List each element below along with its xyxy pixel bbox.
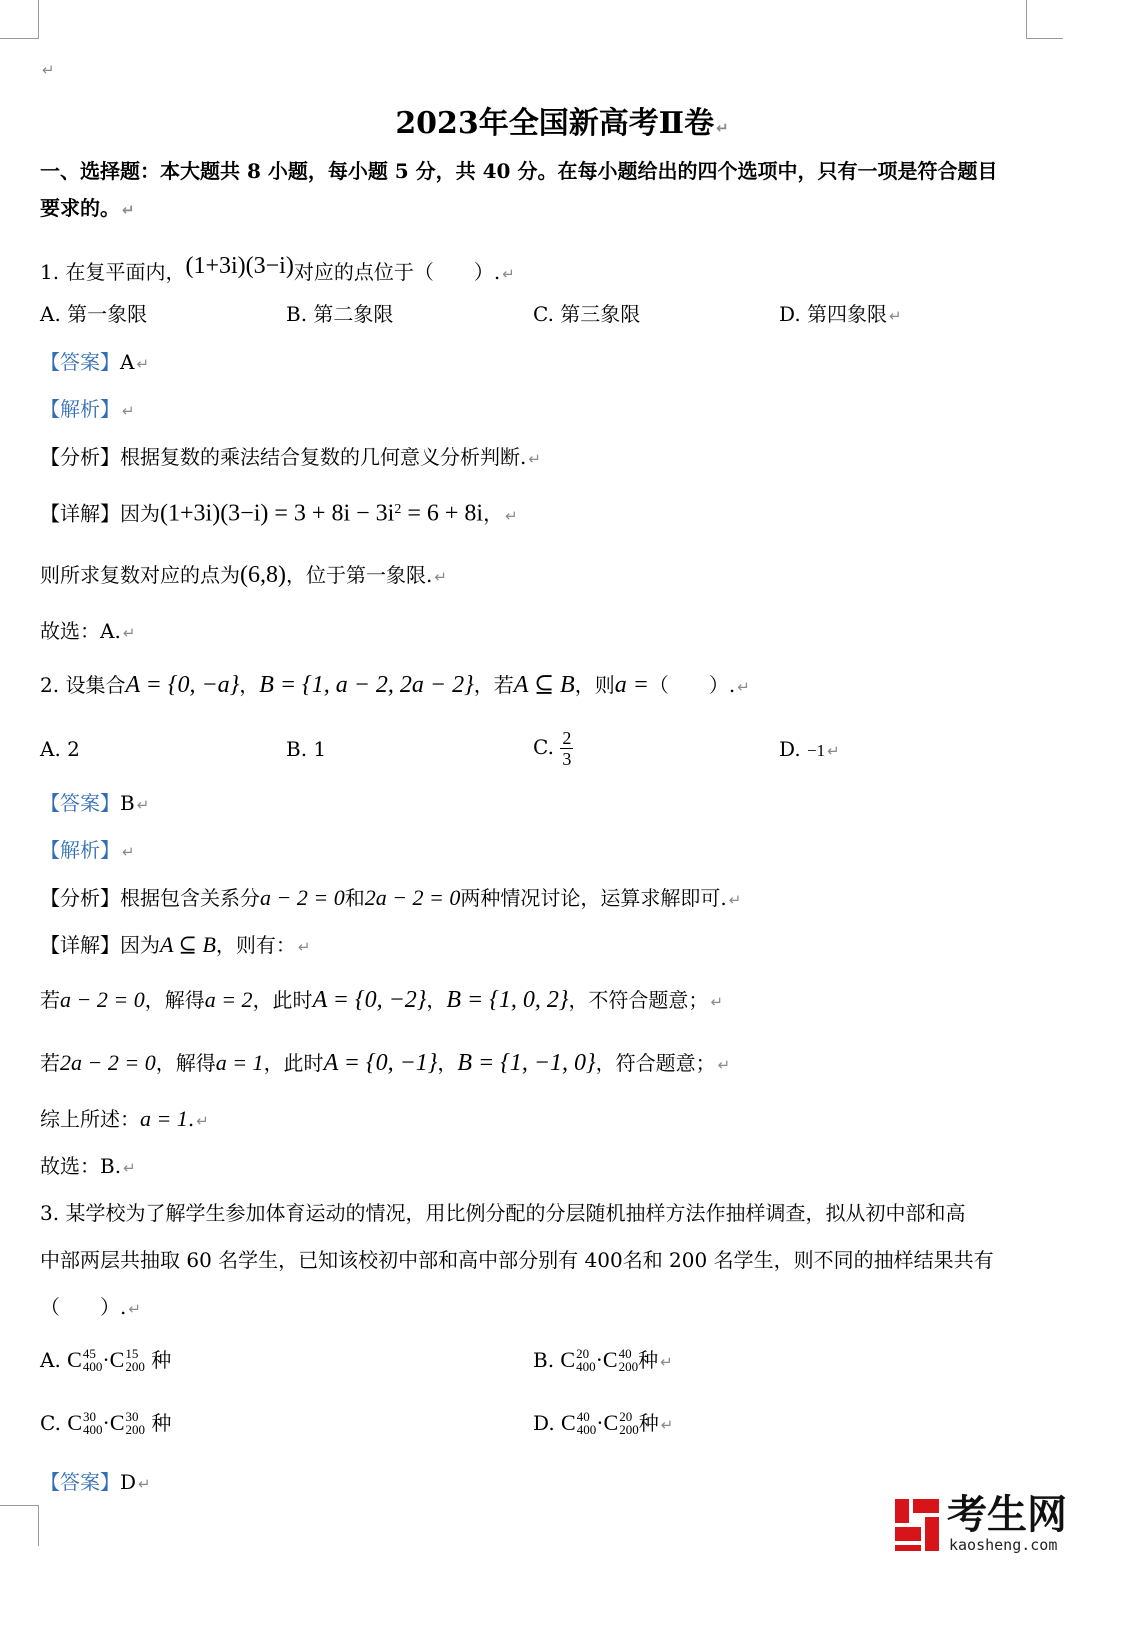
q1-option-b: B. 第二象限: [286, 302, 394, 326]
q1-fenxi: 【分析】根据复数的乘法结合复数的几何意义分析判断. ↵: [40, 445, 541, 469]
q2-answer: 【答案】B ↵: [40, 791, 150, 815]
q2-choose: 故选：B. ↵: [40, 1154, 136, 1178]
q2-detail: 【详解】因为A ⊆ B，则有： ↵: [40, 932, 311, 957]
q2-option-a: A. 2: [40, 737, 80, 761]
q1-point: 则所求复数对应的点为(6,8)，位于第一象限. ↵: [40, 562, 447, 588]
kaosheng-brand-name: 考生网: [947, 1492, 1067, 1538]
q1-option-c: C. 第三象限: [533, 302, 641, 326]
q2-case2: 若2a − 2 = 0，解得a = 1，此时A = {0, −1}，B = {1, −1, 0}，符合题意； ↵: [40, 1050, 731, 1076]
q1-choose: 故选：A. ↵: [40, 619, 136, 643]
kaosheng-logo: [893, 1492, 1123, 1557]
section-heading-line1: 一、选择题：本大题共 8 小题，每小题 5 分，共 40 分。在每小题给出的四个选项中，只有一项是符合题目: [40, 159, 998, 183]
kaosheng-logo-icon: [893, 1497, 941, 1553]
q3-answer: 【答案】D ↵: [40, 1470, 151, 1494]
q2-option-d: D. −1 ↵: [779, 737, 840, 761]
q2-case1: 若a − 2 = 0，解得a = 2，此时A = {0, −2}，B = {1, 0, 2}，不符合题意； ↵: [40, 987, 724, 1013]
q2-option-c-fraction: $\frac{2}{3}$: [562, 728, 572, 769]
crop-mark-bottom-left: [0, 1505, 39, 1546]
q1-answer: 【答案】A ↵: [40, 350, 150, 374]
q3-stem-line3: （ ）. ↵: [40, 1295, 141, 1319]
q2-stem: 2. 设集合A = {0, −a}，B = {1, a − 2, 2a − 2}，若A ⊆ B，则a =（ ）. ↵: [40, 672, 750, 698]
q3-option-c: C. C 30 400 ·C 30 200 种: [40, 1409, 172, 1437]
q3-option-d: D. C 40 400 ·C 20 200 种 ↵: [533, 1409, 674, 1437]
q2-option-b: B. 1: [286, 737, 327, 761]
q1-option-d: D. 第四象限 ↵: [779, 302, 902, 326]
q3-stem-line2: 中部两层共抽取 60 名学生，已知该校初中部和高中部分别有 400名和 200 名学生，则不同的抽样结果共有: [40, 1248, 994, 1272]
q1-jiexi: 【解析】 ↵: [40, 397, 135, 421]
q3-stem-line1: 3. 某学校为了解学生参加体育运动的情况，用比例分配的分层随机抽样方法作抽样调查，拟从初中部和高: [40, 1201, 966, 1225]
page-title: 2023年全国新高考Ⅱ卷 ↵: [395, 106, 729, 141]
q1-stem: 1. 在复平面内，(1+3i)(3−i)对应的点位于（ ）. ↵: [40, 253, 515, 284]
q1-detail: 【详解】因为$(1+3i)(3-i) = 3 + 8i - 3i^2 = 6 + 8i$， ↵: [40, 500, 518, 527]
kaosheng-brand-url: kaosheng.com: [949, 1536, 1058, 1554]
q2-option-c: C. $\frac{2}{3}$: [533, 728, 572, 769]
q2-fenxi: 【分析】根据包含关系分a − 2 = 0和2a − 2 = 0两种情况讨论，运算求解即可. ↵: [40, 885, 742, 910]
section-heading-line2: 要求的。 ↵: [40, 196, 135, 220]
q2-jiexi: 【解析】 ↵: [40, 838, 135, 862]
crop-mark-top-left: [0, 0, 39, 39]
q1-option-a: A. 第一象限: [40, 302, 148, 326]
q3-option-b: B. C 20 400 ·C 40 200 种 ↵: [533, 1346, 673, 1374]
q2-summary: 综上所述：a = 1. ↵: [40, 1106, 209, 1131]
q1-expression: (1+3i)(3−i): [185, 253, 294, 279]
q3-option-a: A. C 45 400 ·C 15 200 种: [40, 1346, 172, 1374]
crop-mark-top-right: [1026, 0, 1063, 39]
paragraph-mark: ↵: [42, 61, 55, 79]
